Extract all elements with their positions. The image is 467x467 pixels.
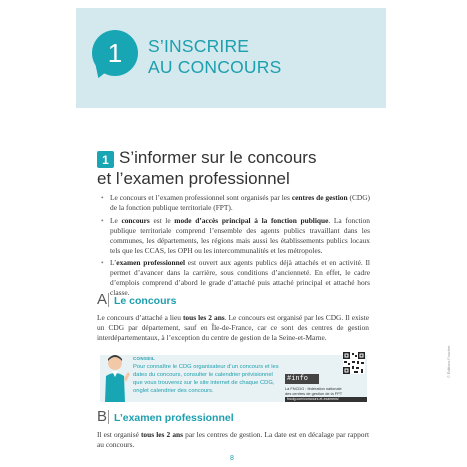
subsection-b-title: L’examen professionnel — [114, 412, 234, 424]
chapter-title-line1: S’INSCRIRE — [148, 36, 250, 56]
intro-bullet-list — [100, 193, 370, 301]
section-title — [97, 147, 397, 189]
page-number: 8 — [230, 455, 234, 462]
info-text: La FNCDG : fédération nationale des centres de gestion de la FPT — [285, 386, 343, 396]
bullet-item: • Le concours et l’examen professionnel sont organisés par les centres de gestion (CDG) de la fonction publique territoriale (FPT). — [100, 193, 370, 213]
info-link[interactable] — [285, 397, 367, 402]
subsection-b-letter: B — [97, 408, 108, 425]
subsection-a-text: Le concours d’attaché a lieu tous les 2 ans. Le concours est organisé par les CDG. Il existe un CDG par département, sauf en Île-de-France, car ce sont des centres de gestion interdépartementaux, à l’exception du centre de gestion de la Seine-et-Marne. — [97, 313, 370, 342]
chapter-number: 1 — [107, 37, 123, 68]
conseil-text: Pour connaître le CDG organisateur d’un concours et les dates du concours, consulter le calendrier prévisionnel que vous trouverez sur le site internet de chaque CDG, onglet calendrier des concours. — [133, 364, 279, 394]
chapter-title — [148, 36, 348, 78]
section-number-badge — [97, 151, 114, 168]
subsection-a-divider — [108, 293, 109, 307]
advisor-illustration-icon — [100, 352, 130, 402]
bullet-item: • L’examen professionnel est ouvert aux agents publics déjà attachés et en activité. Il permet d’avancer dans la carrière, sous conditions d’ancienneté. En effet, le cadre d’emplois comprend d’abord le grade d’attaché puis attaché principal et attaché hors classe. — [100, 258, 370, 298]
section-title-line1: S’informer sur le concours — [119, 148, 317, 167]
subsection-b-divider — [108, 410, 109, 424]
section-title-line2: et l’examen professionnel — [97, 169, 290, 188]
qr-code-icon[interactable] — [343, 352, 365, 374]
chapter-number-badge — [92, 30, 138, 76]
bullet-item: • Le concours est le mode d’accès principal à la fonction publique. La fonction publique territoriale comprend l’ensemble des agents publics travaillant dans les communes, les départements, les régions mais aussi les établissements publics locaux tels que les CCAS, les OPH ou les intercommunalités et les métropoles. — [100, 216, 370, 256]
info-link-label: fncdg.com/concours-et-examens/ — [287, 397, 339, 401]
conseil-label: CONSEIL — [133, 356, 156, 361]
info-tag: #info — [285, 374, 319, 384]
subsection-a-title: Le concours — [114, 295, 177, 307]
subsection-a-letter: A — [97, 291, 108, 308]
section-number: 1 — [102, 152, 109, 167]
chapter-title-line2: AU CONCOURS — [148, 57, 282, 77]
copyright-credit: © Éditions Foucher — [447, 345, 451, 378]
subsection-b-text: Il est organisé tous les 2 ans par les centres de gestion. La date est en décalage par rapport au concours. — [97, 430, 369, 449]
